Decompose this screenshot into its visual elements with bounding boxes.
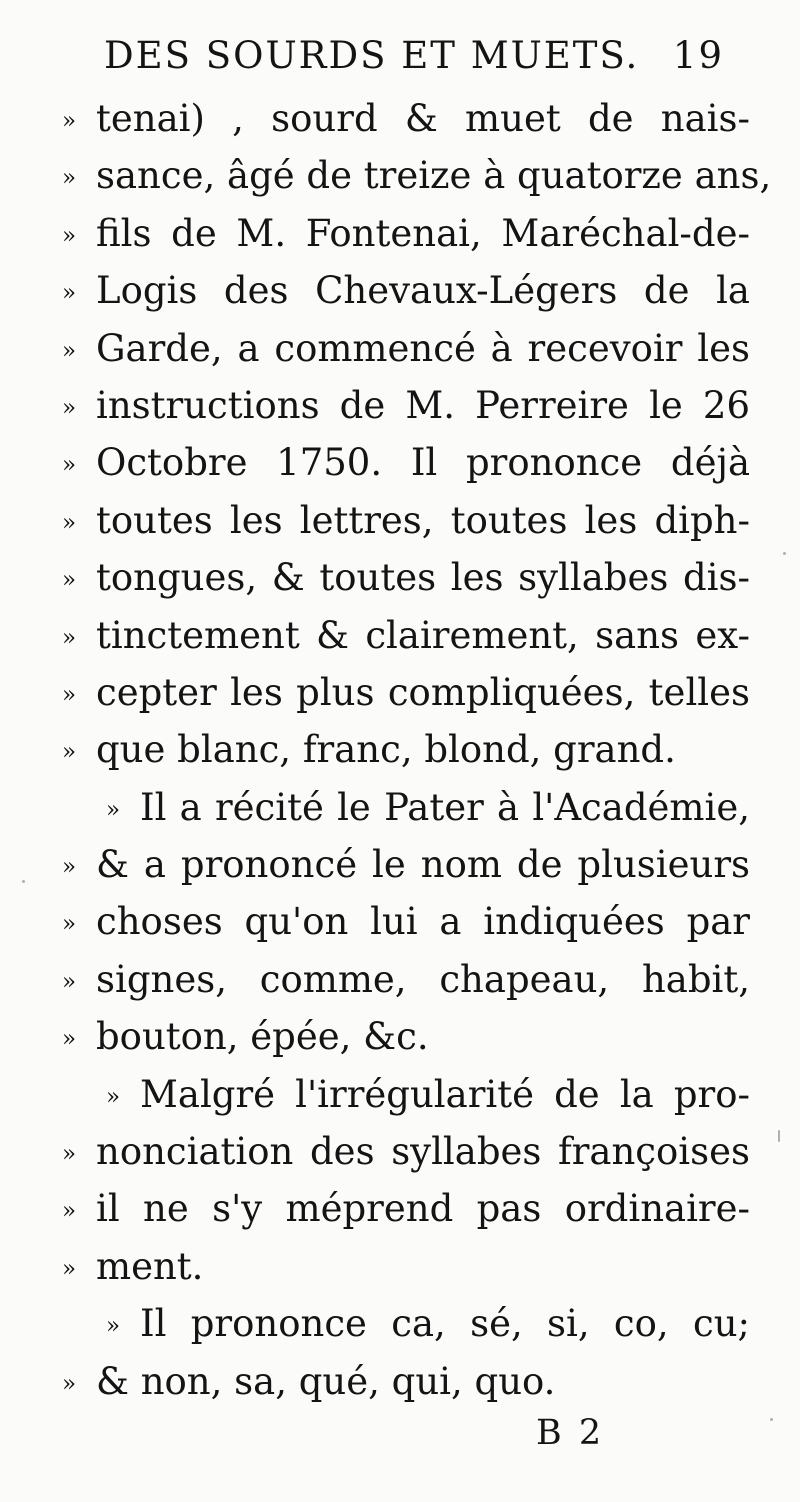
text-line [62,1123,762,1180]
text-line [62,836,762,893]
quote-marker: » [62,452,77,479]
text-line [62,1180,762,1237]
line-text: nonciation des syllabes françoises [96,1130,750,1174]
quote-marker: » [62,1255,77,1282]
line-text: instructions de M. Perreire le 26 [96,383,750,427]
text-line [62,492,762,549]
quote-marker: » [62,394,77,421]
quote-marker: » [106,1083,121,1110]
quote-marker: » [62,1141,77,1168]
line-text: Garde, a commencé à recevoir les [96,326,750,370]
running-header [104,28,724,84]
line-text: & non, sa, qué, qui, quo. [96,1359,556,1403]
line-text: tinctement & clairement, sans ex- [96,613,750,657]
line-text: Il a récité le Pater à l'Académie, [140,785,750,829]
line-text: Octobre 1750. Il prononce déjà [96,441,750,485]
text-line [62,1066,762,1123]
quote-marker: » [62,509,77,536]
text-line [62,1295,762,1352]
quote-marker: » [62,165,77,192]
text-line [62,434,762,491]
line-text: tongues, & toutes les syllabes dis- [96,556,750,600]
quote-marker: » [106,1313,121,1340]
quote-marker: » [106,796,121,823]
line-text: bouton, épée, &c. [96,1015,429,1059]
running-title: DES SOURDS ET MUETS. [104,34,640,77]
paper-speck [783,552,786,555]
body-text [62,90,772,1410]
text-line [62,262,762,319]
text-line [62,205,762,262]
text-line [62,90,762,147]
quote-marker: » [62,1198,77,1225]
quote-marker: » [62,739,77,766]
quote-marker: » [62,108,77,134]
quote-marker: » [62,1026,77,1053]
quote-marker: » [62,1370,77,1397]
line-text: sance, âgé de treize à quatorze ans, [96,154,772,198]
line-text: tenai) , sourd & muet de nais- [96,97,750,140]
line-text: Malgré l'irrégularité de la pro- [140,1072,750,1116]
text-line [62,1238,762,1295]
quote-marker: » [62,968,77,995]
text-line [62,147,772,204]
paper-speck [770,1418,773,1421]
page-number: 19 [672,34,724,77]
line-text: Il prononce ca, sé, si, co, cu; [140,1302,750,1346]
quote-marker: » [62,337,77,364]
line-text: toutes les lettres, toutes les diph- [96,498,750,542]
quote-marker: » [62,911,77,938]
paper-speck [22,880,25,883]
text-line [62,320,762,377]
line-text: il ne s'y méprend pas ordinaire- [96,1187,750,1231]
quote-marker: » [62,624,77,651]
text-line [62,1353,762,1410]
text-line [62,893,762,950]
text-line [62,377,762,434]
quote-marker: » [62,854,77,881]
quote-marker: » [62,280,77,307]
text-line [62,549,762,606]
line-text: fils de M. Fontenai, Maréchal-de- [96,211,750,255]
text-line [62,951,762,1008]
line-text: Logis des Chevaux-Légers de la [96,269,750,313]
text-line [62,1008,762,1065]
line-text: signes, comme, chapeau, habit, [96,957,750,1001]
text-line [62,664,762,721]
text-line [62,607,762,664]
line-text: que blanc, franc, blond, grand. [96,728,676,772]
quote-marker: » [62,222,77,249]
line-text: ment. [96,1244,204,1288]
quote-marker: » [62,567,77,594]
paper-speck [778,1130,780,1142]
line-text: & a prononcé le nom de plusieurs [96,843,750,887]
signature-mark: B 2 [536,1413,605,1453]
quote-marker: » [62,681,77,708]
line-text: choses qu'on lui a indiquées par [96,900,750,944]
text-line [62,721,762,778]
text-line [62,779,762,836]
line-text: cepter les plus compliquées, telles [96,670,750,714]
